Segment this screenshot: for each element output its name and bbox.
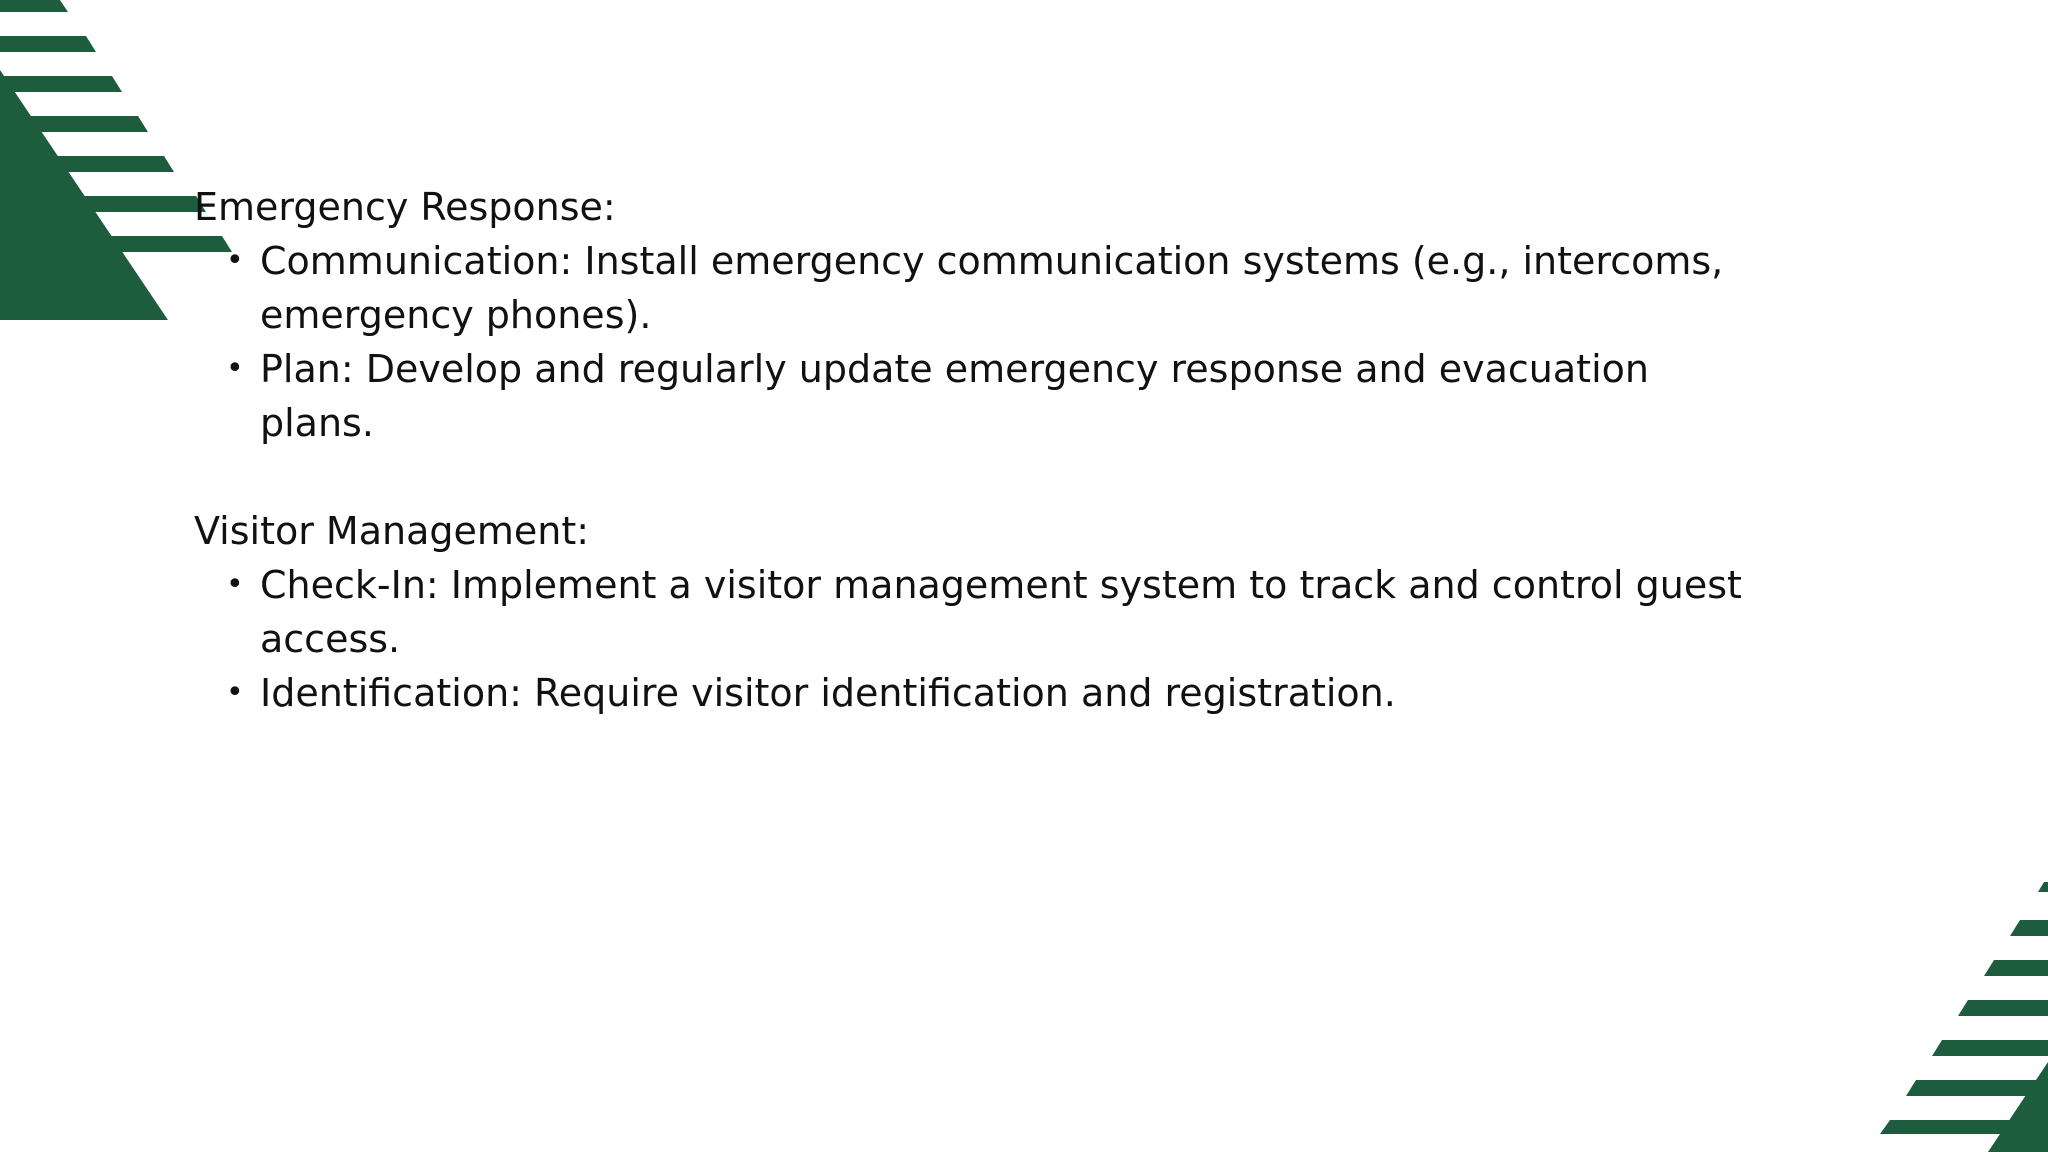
list-item: • Check-In: Implement a visitor management system to track and control guest access. [260, 558, 1754, 666]
section-heading: Emergency Response: [194, 185, 616, 229]
list-item: • Communication: Install emergency communication systems (e.g., intercoms, emergency phones). [260, 234, 1754, 342]
bullet-list [194, 558, 1754, 720]
content-body [194, 180, 1754, 720]
section-visitor-management [194, 504, 1754, 720]
striped-tree-decoration-bottom [1868, 872, 2048, 1152]
section-heading: Visitor Management: [194, 509, 590, 553]
section-emergency-response [194, 180, 1754, 450]
bullet-list [194, 234, 1754, 450]
list-item: • Identification: Require visitor identification and registration. [260, 666, 1754, 720]
list-item: • Plan: Develop and regularly update emergency response and evacuation plans. [260, 342, 1754, 450]
